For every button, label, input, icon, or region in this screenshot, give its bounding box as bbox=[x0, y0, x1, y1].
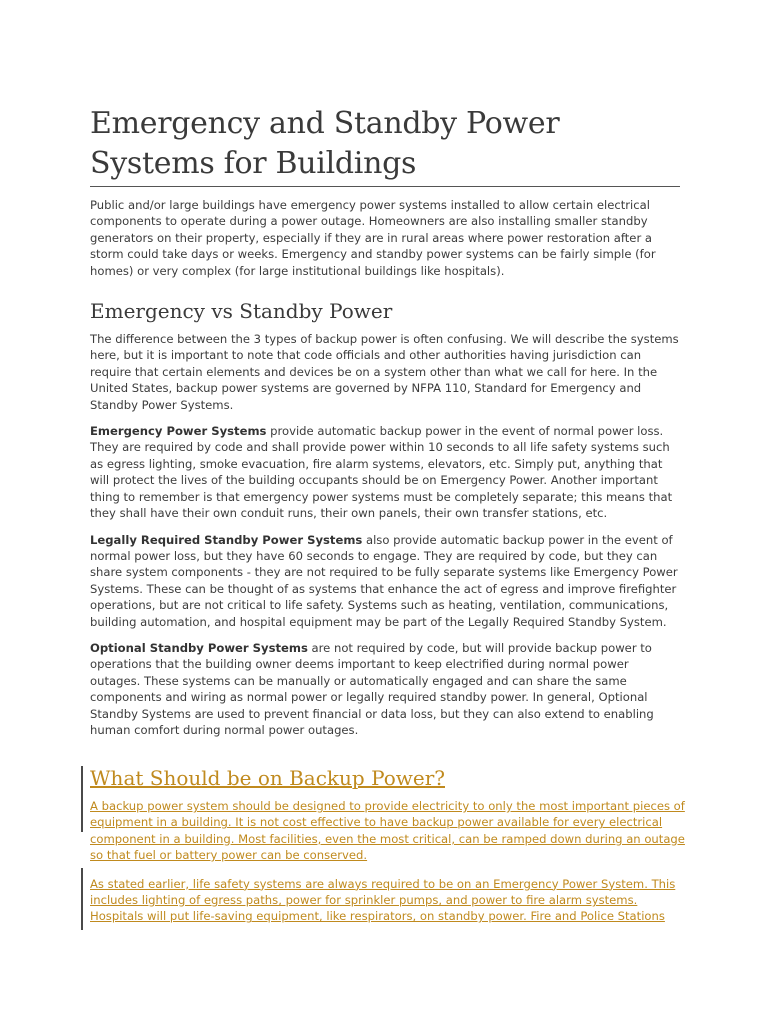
section-heading-emergency-vs-standby: Emergency vs Standby Power bbox=[90, 299, 393, 324]
optional-standby-term: Optional Standby Power Systems bbox=[90, 640, 308, 655]
life-safety-link-paragraph[interactable]: As stated earlier, life safety systems are always required to be on an Emergency Power System. This includes lighting of egress paths, power for sprinkler pumps, and power to fire alarm systems. Hospitals will put life-saving equipment, like respirators, on standby power. Fire and Police Stations bbox=[90, 876, 676, 924]
optional-standby-paragraph bbox=[90, 640, 680, 738]
legally-required-text: also provide automatic backup power in the event of normal power loss, but they have 60 seconds to engage. They are required by code, but they can share system components - they are not required to be fully separate systems like Emergency Power Systems. These can be thought of as systems that enhance the act of egress and improve firefighter operations, but are not critical to life safety. Systems such as heating, ventilation, communications, building automation, and hospital equipment may be part of the Legally Required Standby System. bbox=[90, 532, 678, 629]
text-cursor-bar-2 bbox=[81, 868, 83, 930]
backup-power-section bbox=[90, 764, 690, 925]
backup-types-paragraph: The difference between the 3 types of backup power is often confusing. We will describe the systems here, but it is important to note that code officials and other authorities having jurisdiction can require that certain elements and devices be on a system other than what we call for here. In the United States, backup power systems are governed by NFPA 110, Standard for Emergency and Standby Power Systems. bbox=[90, 332, 679, 412]
page-title: Emergency and Standby Power Systems for Buildings bbox=[90, 104, 680, 187]
section-heading-backup-power-link[interactable]: What Should be on Backup Power? bbox=[90, 766, 445, 790]
text-cursor-bar bbox=[81, 766, 83, 832]
legally-required-term: Legally Required Standby Power Systems bbox=[90, 532, 363, 547]
emergency-power-paragraph bbox=[90, 423, 680, 521]
emergency-power-text: provide automatic backup power in the event of normal power loss. They are required by code and shall provide power within 10 seconds to all life safety systems such as egress lighting, smoke evacuation, fire alarm systems, elevators, etc. Simply put, anything that will protect the lives of the building occupants should be on Emergency Power. Another important thing to remember is that emergency power systems must be completely separate; this means that they shall have their own conduit runs, their own panels, their own transfer stations, etc. bbox=[90, 424, 673, 521]
legally-required-paragraph bbox=[90, 532, 680, 630]
article bbox=[90, 0, 680, 738]
emergency-power-term: Emergency Power Systems bbox=[90, 424, 267, 439]
backup-design-link-paragraph[interactable]: A backup power system should be designed to provide electricity to only the most important pieces of equipment in a building. It is not cost effective to have backup power available for every electrical component in a building. Most facilities, even the most critical, can be ramped down during an outage so that fuel or battery power can be conserved. bbox=[90, 799, 685, 863]
optional-standby-text: are not required by code, but will provide backup power to operations that the building owner deems important to keep electrified during normal power outages. These systems can be manually or automatically engaged and can share the same components and wiring as normal power or legally required standby power. In general, Optional Standby Systems are used to prevent financial or data loss, but they can also extend to enabling human comfort during normal power outages. bbox=[90, 640, 654, 737]
intro-paragraph: Public and/or large buildings have emergency power systems installed to allow certain electrical components to operate during a power outage. Homeowners are also installing smaller standby generators on their property, especially if they are in rural areas where power restoration after a storm could take days or weeks. Emergency and standby power systems can be fairly simple (for homes) or very complex (for large institutional buildings like hospitals). bbox=[90, 198, 656, 278]
